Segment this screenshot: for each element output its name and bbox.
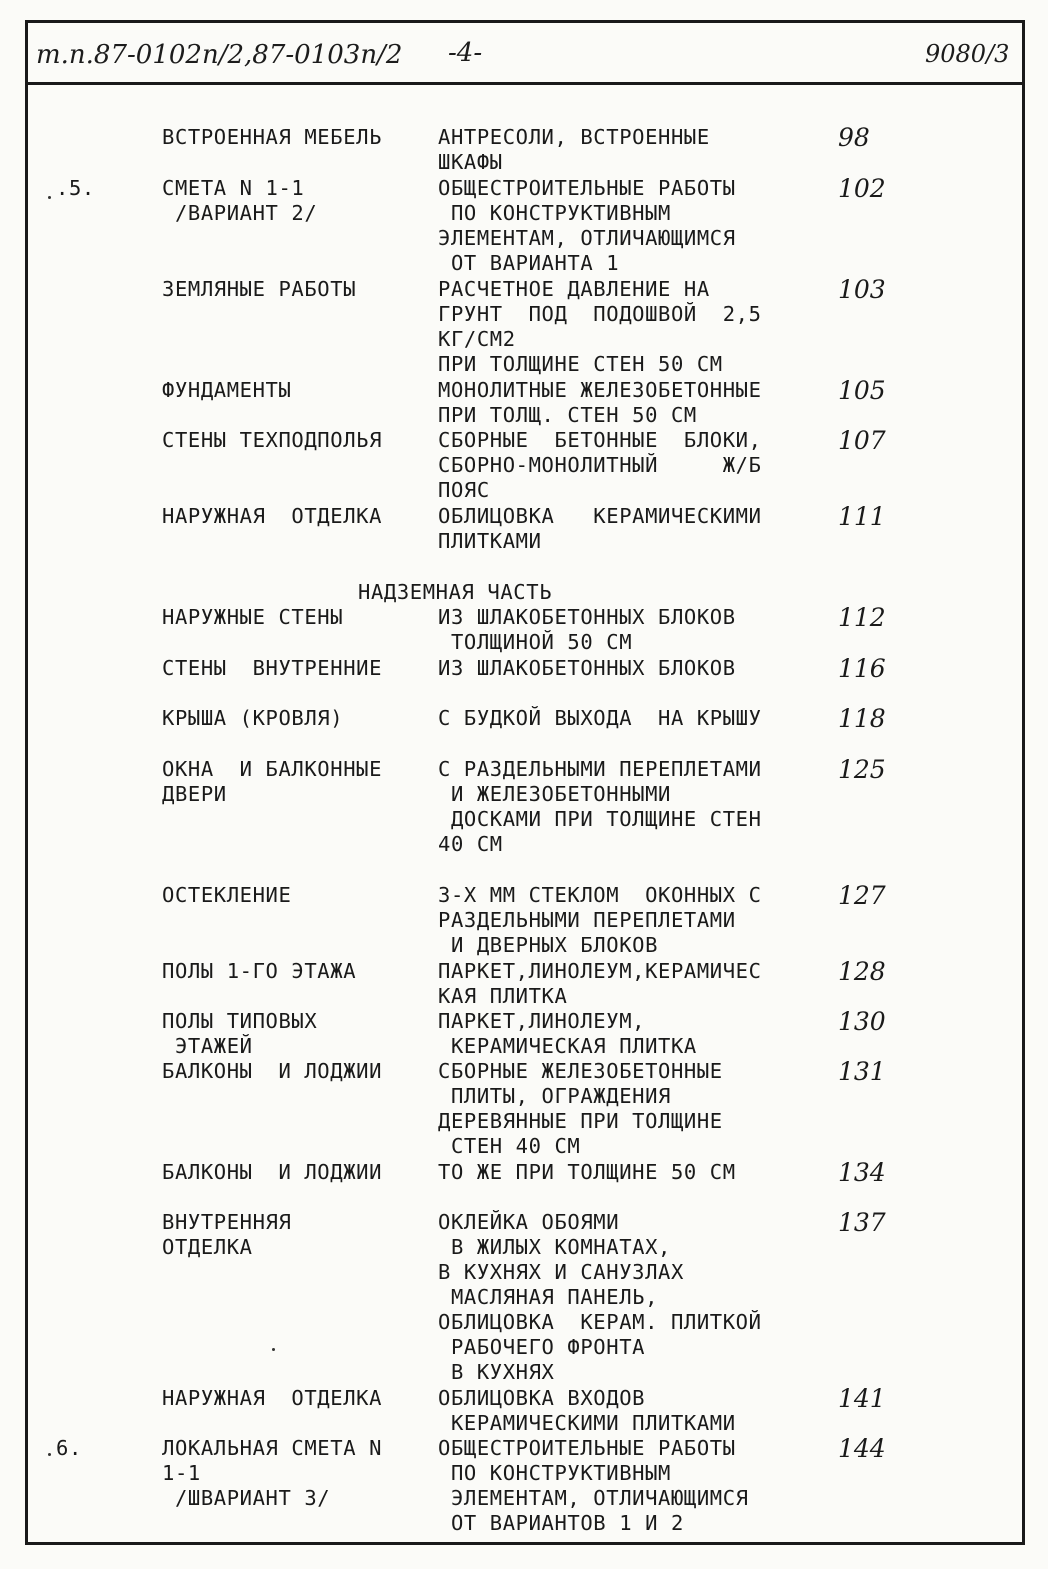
item-title (162, 605, 343, 630)
item-description-line: 3-Х ММ СТЕКЛОМ ОКОННЫХ С (438, 883, 762, 907)
item-title-line: /ШВАРИАНТ 3/ (162, 1486, 331, 1510)
page-reference: 131 (838, 1057, 886, 1086)
item-description (438, 656, 736, 681)
item-title-line: НАРУЖНЫЕ СТЕНЫ (162, 605, 344, 629)
item-description-line: ЭЛЕМЕНТАМ, ОТЛИЧАЮЩИМСЯ (438, 226, 736, 250)
item-title-line: ДВЕРИ (162, 782, 227, 806)
page-number: -4- (448, 38, 483, 68)
item-description (438, 757, 762, 857)
item-description (438, 378, 762, 428)
header-rule (25, 82, 1025, 85)
item-title (162, 1436, 382, 1511)
item-description-line: ПЛИТЫ, ОГРАЖДЕНИЯ (438, 1084, 671, 1108)
item-description-line: РАБОЧЕГО ФРОНТА (438, 1335, 646, 1359)
page-reference: 105 (838, 376, 886, 405)
item-title (162, 757, 382, 807)
item-number: 6. (56, 1436, 82, 1460)
page-reference: 130 (838, 1007, 886, 1036)
item-description-line: ПРИ ТОЛЩИНЕ СТЕН 50 СМ (438, 352, 723, 376)
item-title (162, 1059, 382, 1084)
item-title-line: БАЛКОНЫ И ЛОДЖИИ (162, 1059, 383, 1083)
page-reference: 144 (838, 1434, 886, 1463)
item-description-line: СТЕН 40 СМ (438, 1134, 581, 1158)
item-title (162, 504, 382, 529)
page-reference: 112 (838, 603, 886, 632)
item-title-line: ПОЛЫ 1-ГО ЭТАЖА (162, 959, 357, 983)
scan-speck (48, 1453, 51, 1456)
item-description (438, 706, 762, 731)
item-title (162, 1210, 291, 1260)
item-description (438, 1160, 736, 1185)
item-title-line: ФУНДАМЕНТЫ (162, 378, 292, 402)
item-title (162, 883, 291, 908)
item-description (438, 277, 762, 377)
item-title-line: НАРУЖНАЯ ОТДЕЛКА (162, 504, 383, 528)
item-description-line: ПОЯС (438, 478, 490, 502)
document-code: т.п.87-0102п/2,87-0103п/2 (36, 40, 403, 70)
item-title-line: ВСТРОЕННАЯ МЕБЕЛЬ (162, 125, 383, 149)
item-description-line: И ЖЕЛЕЗОБЕТОННЫМИ (438, 782, 671, 806)
item-description-line: ОТ ВАРИАНТА 1 (438, 251, 620, 275)
item-title (162, 706, 343, 731)
item-description-line: С БУДКОЙ ВЫХОДА НА КРЫШУ (438, 706, 762, 730)
item-title-line: ПОЛЫ ТИПОВЫХ (162, 1009, 318, 1033)
page-reference: 102 (838, 174, 886, 203)
item-description-line: ПО КОНСТРУКТИВНЫМ (438, 201, 671, 225)
page-reference: 137 (838, 1208, 886, 1237)
item-description-line: С РАЗДЕЛЬНЫМИ ПЕРЕПЛЕТАМИ (438, 757, 762, 781)
item-description-line: ТО ЖЕ ПРИ ТОЛЩИНЕ 50 СМ (438, 1160, 736, 1184)
item-description-line: СБОРНЫЕ ЖЕЛЕЗОБЕТОННЫЕ (438, 1059, 723, 1083)
section-heading: НАДЗЕМНАЯ ЧАСТЬ (358, 580, 553, 604)
item-description-line: ТОЛЩИНОЙ 50 СМ (438, 630, 633, 654)
item-title-line: СТЕНЫ ВНУТРЕННИЕ (162, 656, 383, 680)
item-description-line: СБОРНЫЕ БЕТОННЫЕ БЛОКИ, (438, 428, 762, 452)
scan-speck (272, 1348, 275, 1351)
item-title-line: НАРУЖНАЯ ОТДЕЛКА (162, 1386, 383, 1410)
item-title (162, 959, 356, 984)
item-description-line: ПО КОНСТРУКТИВНЫМ (438, 1461, 671, 1485)
item-description-line: ОБЛИЦОВКА КЕРАМИЧЕСКИМИ (438, 504, 762, 528)
item-description (438, 959, 762, 1009)
item-title (162, 125, 382, 150)
item-description-line: В КУХНЯХ (438, 1360, 555, 1384)
item-description-line: ГРУНТ ПОД ПОДОШВОЙ 2,5 (438, 302, 762, 326)
item-title-line: ВНУТРЕННЯЯ (162, 1210, 292, 1234)
page-reference: 116 (838, 654, 886, 683)
item-description-line: ДОСКАМИ ПРИ ТОЛЩИНЕ СТЕН (438, 807, 762, 831)
item-description (438, 883, 762, 958)
item-title-line: /ВАРИАНТ 2/ (162, 201, 318, 225)
item-description-line: ИЗ ШЛАКОБЕТОННЫХ БЛОКОВ (438, 656, 736, 680)
item-description (438, 1386, 736, 1436)
page-reference: 127 (838, 881, 886, 910)
item-description-line: АНТРЕСОЛИ, ВСТРОЕННЫЕ (438, 125, 710, 149)
item-description-line: МОНОЛИТНЫЕ ЖЕЛЕЗОБЕТОННЫЕ (438, 378, 762, 402)
item-title-line: ОСТЕКЛЕНИЕ (162, 883, 292, 907)
item-title (162, 378, 291, 403)
item-description-line: СБОРНО-МОНОЛИТНЫЙ Ж/Б (438, 453, 762, 477)
item-title (162, 656, 382, 681)
scan-speck (48, 196, 51, 199)
item-description-line: ОБЛИЦОВКА ВХОДОВ (438, 1386, 646, 1410)
page-reference: 107 (838, 426, 886, 455)
page-reference: 134 (838, 1158, 886, 1187)
item-description-line: МАСЛЯНАЯ ПАНЕЛЬ, (438, 1285, 659, 1309)
item-description-line: ОБЩЕСТРОИТЕЛЬНЫЕ РАБОТЫ (438, 1436, 736, 1460)
item-description (438, 1436, 749, 1536)
page-reference: 118 (838, 704, 886, 733)
item-description-line: КЕРАМИЧЕСКИМИ ПЛИТКАМИ (438, 1411, 736, 1435)
item-description-line: ПАРКЕТ,ЛИНОЛЕУМ, (438, 1009, 646, 1033)
page-reference: 103 (838, 275, 886, 304)
item-description-line: И ДВЕРНЫХ БЛОКОВ (438, 933, 659, 957)
item-description-line: КАЯ ПЛИТКА (438, 984, 568, 1008)
item-description (438, 1059, 723, 1159)
item-description-line: ОКЛЕЙКА ОБОЯМИ (438, 1210, 620, 1234)
page-reference: 141 (838, 1384, 886, 1413)
item-description-line: ПАРКЕТ,ЛИНОЛЕУМ,КЕРАМИЧЕС (438, 959, 762, 983)
item-description-line: ОБЩЕСТРОИТЕЛЬНЫЕ РАБОТЫ (438, 176, 736, 200)
item-title-line: ОТДЕЛКА (162, 1235, 253, 1259)
item-description-line: 40 СМ (438, 832, 503, 856)
item-title-line: СТЕНЫ ТЕХПОДПОЛЬЯ (162, 428, 383, 452)
item-title-line: ОКНА И БАЛКОННЫЕ (162, 757, 383, 781)
item-description-line: ОТ ВАРИАНТОВ 1 И 2 (438, 1511, 684, 1535)
item-description (438, 1210, 762, 1385)
item-title (162, 1160, 382, 1185)
page-reference: 128 (838, 957, 886, 986)
item-description-line: ИЗ ШЛАКОБЕТОННЫХ БЛОКОВ (438, 605, 736, 629)
item-title (162, 176, 317, 226)
item-description-line: КГ/СМ2 (438, 327, 516, 351)
item-title-line: СМЕТА N 1-1 (162, 176, 305, 200)
item-title-line: БАЛКОНЫ И ЛОДЖИИ (162, 1160, 383, 1184)
item-description (438, 1009, 697, 1059)
item-description-line: РАЗДЕЛЬНЫМИ ПЕРЕПЛЕТАМИ (438, 908, 736, 932)
item-description (438, 605, 736, 655)
item-number: .5. (56, 176, 95, 200)
item-description-line: ПЛИТКАМИ (438, 529, 542, 553)
item-description (438, 428, 762, 503)
item-description-line: КЕРАМИЧЕСКАЯ ПЛИТКА (438, 1034, 697, 1058)
item-description (438, 504, 762, 554)
item-description-line: В ЖИЛЫХ КОМНАТАХ, (438, 1235, 671, 1259)
page-reference: 111 (838, 502, 886, 531)
page-reference: 98 (838, 123, 870, 152)
item-title (162, 1009, 317, 1059)
item-title (162, 428, 382, 453)
page-reference: 125 (838, 755, 886, 784)
item-title-line: ЛОКАЛЬНАЯ СМЕТА N (162, 1436, 383, 1460)
item-description-line: ОБЛИЦОВКА КЕРАМ. ПЛИТКОЙ (438, 1310, 762, 1334)
item-description-line: В КУХНЯХ И САНУЗЛАХ (438, 1260, 684, 1284)
item-description-line: РАСЧЕТНОЕ ДАВЛЕНИЕ НА (438, 277, 710, 301)
item-description (438, 125, 710, 175)
item-description-line: ПРИ ТОЛЩ. СТЕН 50 СМ (438, 403, 697, 427)
item-description-line: ДЕРЕВЯННЫЕ ПРИ ТОЛЩИНЕ (438, 1109, 723, 1133)
item-title (162, 277, 356, 302)
sheet-id: 9080/3 (925, 40, 1010, 68)
item-title-line: КРЫША (КРОВЛЯ) (162, 706, 344, 730)
item-description (438, 176, 736, 276)
item-title-line: ЗЕМЛЯНЫЕ РАБОТЫ (162, 277, 357, 301)
item-title-line: ЭТАЖЕЙ (162, 1034, 253, 1058)
item-title (162, 1386, 382, 1411)
item-description-line: ЭЛЕМЕНТАМ, ОТЛИЧАЮЩИМСЯ (438, 1486, 749, 1510)
item-description-line: ШКАФЫ (438, 150, 503, 174)
item-title-line: 1-1 (162, 1461, 201, 1485)
